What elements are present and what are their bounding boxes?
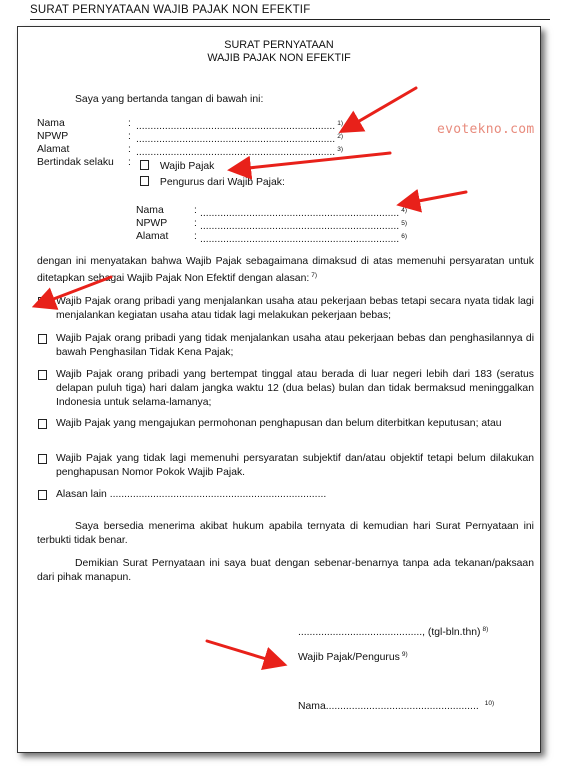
signer-name-note: 10)	[484, 700, 495, 707]
doc-title-line1: SURAT PERNYATAAN	[224, 39, 334, 51]
reason-4-text: Wajib Pajak yang mengajukan permohonan penghapusan dan belum diterbitkan keputusan; atau	[56, 418, 502, 429]
signer-role-text: Wajib Pajak/Pengurus	[298, 652, 400, 663]
header-title: SURAT PERNYATAAN WAJIB PAJAK NON EFEKTIF	[30, 4, 311, 16]
document-header	[30, 4, 550, 16]
field-nama-note: 1)	[337, 120, 343, 127]
reason-6[interactable]	[56, 488, 534, 502]
sub-field-npwp-sep: :	[194, 218, 197, 229]
checkbox-reason-5[interactable]	[38, 454, 47, 464]
field-alamat-sep: :	[128, 144, 131, 155]
date-line-text: ..........................................., (tgl-bln.thn)	[298, 627, 481, 638]
reason-5[interactable]	[56, 452, 534, 480]
signer-note: 9)	[401, 651, 408, 658]
acting-sep: :	[128, 157, 131, 168]
reason-4[interactable]	[56, 417, 534, 431]
field-nama-dots: .....................................................................	[136, 121, 336, 132]
signer-role	[298, 648, 408, 664]
checkbox-reason-1[interactable]	[38, 297, 47, 307]
acting-option-pengurus[interactable]	[140, 176, 285, 189]
checkbox-wajib-pajak[interactable]	[140, 160, 149, 170]
sub-field-alamat-note: 6)	[401, 233, 407, 240]
acting-option-wajib-pajak-label: Wajib Pajak	[159, 161, 215, 172]
reason-3-text: Wajib Pajak orang pribadi yang bertempat tinggal atau berada di luar negeri lebih dari 183 (seratus delapan puluh tiga) hari dalam jangka waktu 12 (dua belas) bulan dan tidak bermaksud meninggalkan Indonesia untuk selama-lamanya;	[56, 369, 534, 408]
watermark-text: evotekno.com	[437, 122, 535, 137]
intro-text: Saya yang bertanda tangan di bawah ini:	[75, 94, 264, 105]
doc-title-line2: WAJIB PAJAK NON EFEKTIF	[207, 52, 351, 64]
field-alamat-label: Alamat	[37, 144, 70, 155]
reason-2[interactable]	[56, 332, 534, 360]
sub-field-npwp-label: NPWP	[136, 218, 168, 229]
statement-text	[37, 255, 534, 286]
date-note: 8)	[482, 626, 489, 633]
field-npwp-sep: :	[128, 131, 131, 142]
acting-label: Bertindak selaku	[37, 157, 114, 168]
checkbox-pengurus[interactable]	[140, 176, 149, 186]
field-alamat-input[interactable]	[136, 143, 343, 159]
sub-field-npwp-note: 5)	[401, 220, 407, 227]
sub-field-nama-sep: :	[194, 205, 197, 216]
field-nama-sep: :	[128, 118, 131, 129]
reason-5-text: Wajib Pajak yang tidak lagi memenuhi persyaratan subjektif dan/atau objektif tetapi belum dilakukan penghapusan Nomor Pokok Wajib Pajak.	[56, 453, 534, 478]
date-line[interactable]	[298, 623, 488, 639]
field-npwp-dots: .....................................................................	[136, 134, 336, 145]
field-alamat-dots: .....................................................................	[136, 147, 336, 158]
statement-note: 7)	[311, 272, 318, 279]
checkbox-reason-2[interactable]	[38, 334, 47, 344]
closing-paragraph-1: Saya bersedia menerima akibat hukum apabila ternyata di kemudian hari Surat Pernyataan ini terbukti tidak benar.	[37, 521, 534, 546]
reason-6-text: Alasan lain ...........................................................................	[56, 489, 327, 500]
field-npwp-label: NPWP	[37, 131, 69, 142]
signer-name-line[interactable]	[298, 697, 494, 713]
statement-body: dengan ini menyatakan bahwa Wajib Pajak sebagaimana dimaksud di atas memenuhi persyaratan untuk ditetapkan sebagai Wajib Pajak Non Efektif dengan alasan:	[37, 256, 534, 284]
acting-option-wajib-pajak[interactable]	[140, 160, 214, 173]
field-npwp-note: 2)	[337, 133, 343, 140]
signer-name-text: Nama.....................................................	[298, 701, 479, 712]
checkbox-reason-4[interactable]	[38, 419, 47, 429]
sub-field-nama-dots: .....................................................................	[200, 208, 400, 219]
sub-field-alamat-label: Alamat	[136, 231, 169, 242]
field-alamat-note: 3)	[337, 146, 343, 153]
sub-field-alamat-input[interactable]	[200, 230, 407, 246]
sub-field-alamat-dots: .....................................................................	[200, 234, 400, 245]
reason-3[interactable]	[56, 368, 534, 410]
sub-field-alamat-sep: :	[194, 231, 197, 242]
sub-field-npwp-dots: .....................................................................	[200, 221, 400, 232]
checkbox-reason-6[interactable]	[38, 490, 47, 500]
reason-1[interactable]	[56, 295, 534, 323]
closing-paragraph-2: Demikian Surat Pernyataan ini saya buat dengan sebenar-benarnya tanpa ada tekanan/paksaan dari pihak manapun.	[37, 558, 534, 583]
checkbox-reason-3[interactable]	[38, 370, 47, 380]
acting-option-pengurus-label: Pengurus dari Wajib Pajak:	[159, 177, 285, 188]
sub-field-nama-label: Nama	[136, 205, 164, 216]
header-rule	[30, 19, 550, 20]
reason-2-text: Wajib Pajak orang pribadi yang tidak menjalankan usaha atau pekerjaan bebas dan penghasilannya di bawah Penghasilan Tidak Kena Pajak;	[56, 333, 534, 358]
field-nama-label: Nama	[37, 118, 65, 129]
sub-field-nama-note: 4)	[401, 207, 407, 214]
reason-1-text: Wajib Pajak orang pribadi yang menjalankan usaha atau pekerjaan bebas tetapi secara nyata tidak lagi menjalankan kegiatan usaha atau tidak lagi melakukan pekerjaan bebas;	[56, 296, 534, 321]
